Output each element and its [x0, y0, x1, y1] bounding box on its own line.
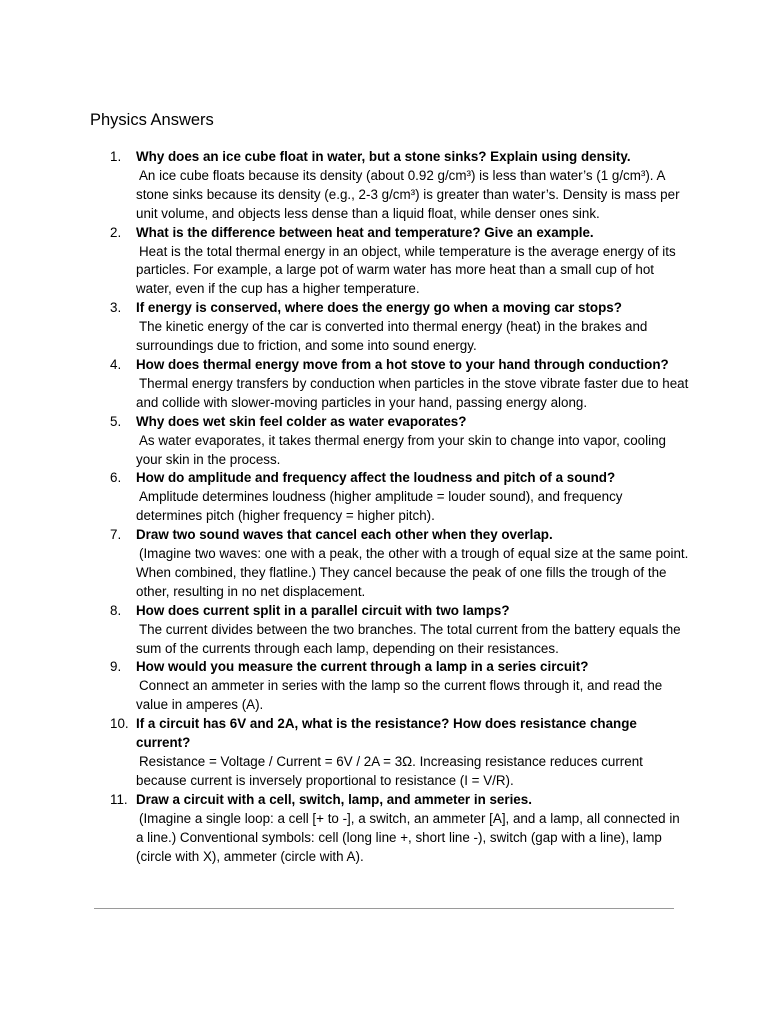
question-text: How would you measure the current through a lamp in a series circuit?	[136, 659, 589, 675]
answer-text: (Imagine a single loop: a cell [+ to -], a switch, an ammeter [A], and a lamp, all connected in a line.) Conventional symbols: cell (long line +, short line -), switch (gap with a line), lamp (circle with X), ammeter (circle with A).	[136, 810, 680, 864]
question-text: Draw a circuit with a cell, switch, lamp, and ammeter in series.	[136, 791, 532, 807]
answer-text: The kinetic energy of the car is converted into thermal energy (heat) in the brakes and surroundings due to friction, and some into sound energy.	[136, 319, 648, 354]
question-text: What is the difference between heat and temperature? Give an example.	[136, 224, 594, 240]
qa-item-3	[90, 299, 690, 356]
item-number: 1.	[110, 149, 122, 164]
answer-text: (Imagine two waves: one with a peak, the other with a trough of equal size at the same point. When combined, they flatline.) They cancel because the peak of one fills the trough of the other, resulting in no net displacement.	[136, 546, 689, 599]
item-number: 4.	[110, 356, 122, 372]
question-text: How do amplitude and frequency affect the loudness and pitch of a sound?	[136, 470, 616, 486]
item-number: 6.	[110, 470, 122, 486]
question-text: Draw two sound waves that cancel each other when they overlap.	[136, 527, 553, 543]
qa-item-1	[90, 148, 690, 224]
question-text: If a circuit has 6V and 2A, what is the resistance? How does resistance change current?	[136, 716, 637, 751]
answer-text: Resistance = Voltage / Current = 6V / 2A = 3Ω. Increasing resistance reduces current because current is inversely proportional to resistance (I = V/R).	[136, 754, 643, 788]
qa-item-4	[90, 356, 690, 413]
item-number: 3.	[110, 300, 122, 316]
item-number: 11.	[110, 791, 128, 807]
page-title: Physics Answers	[90, 111, 214, 129]
answer-text: An ice cube floats because its density (about 0.92 g/cm³) is less than water’s (1 g/cm³). A stone sinks because its density (e.g., 2-3 g/cm³) is greater than water’s. Density is mass per unit volume, and objects less dense than a liquid float, while denser ones sink.	[136, 167, 680, 221]
answer-text: Thermal energy transfers by conduction when particles in the stove vibrate faster due to heat and collide with slower-moving particles in your hand, passing energy along.	[136, 375, 689, 410]
item-number: 9.	[110, 659, 122, 675]
answer-text: Heat is the total thermal energy in an object, while temperature is the average energy of its particles. For example, a large pot of warm water has more heat than a small cup of hot water, even if the cup has a higher temperature.	[136, 243, 676, 297]
footer-divider	[94, 908, 674, 909]
qa-item-8	[90, 602, 690, 659]
item-number: 8.	[110, 602, 122, 618]
qa-item-7	[90, 526, 690, 602]
item-number: 7.	[110, 527, 122, 543]
answer-text: The current divides between the two branches. The total current from the battery equals the sum of the currents through each lamp, depending on their resistances.	[136, 621, 681, 656]
qa-item-2	[90, 224, 690, 300]
question-text: If energy is conserved, where does the energy go when a moving car stops?	[136, 300, 622, 316]
qa-item-6	[90, 469, 690, 526]
qa-item-11	[90, 791, 690, 867]
answer-text: Amplitude determines loudness (higher amplitude = louder sound), and frequency determines pitch (higher frequency = higher pitch).	[136, 489, 623, 524]
item-number: 2.	[110, 224, 122, 240]
question-text: Why does wet skin feel colder as water evaporates?	[136, 413, 467, 429]
qa-item-9	[90, 658, 690, 715]
item-number: 10.	[110, 716, 129, 732]
qa-list	[90, 148, 690, 866]
qa-item-10	[90, 715, 690, 791]
question-text: How does thermal energy move from a hot stove to your hand through conduction?	[136, 356, 669, 372]
item-number: 5.	[110, 413, 122, 429]
answer-text: Connect an ammeter in series with the lamp so the current flows through it, and read the value in amperes (A).	[136, 678, 663, 713]
question-text: Why does an ice cube float in water, but a stone sinks? Explain using density.	[136, 149, 631, 164]
qa-item-5	[90, 413, 690, 470]
question-text: How does current split in a parallel circuit with two lamps?	[136, 602, 510, 618]
answer-text: As water evaporates, it takes thermal energy from your skin to change into vapor, cooling your skin in the process.	[136, 432, 666, 467]
